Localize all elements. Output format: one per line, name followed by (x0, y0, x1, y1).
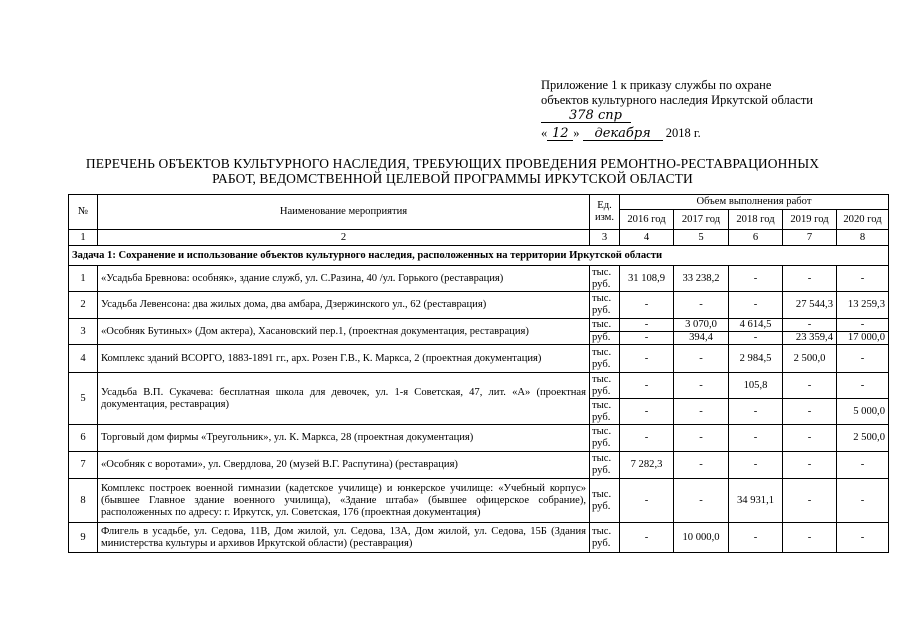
row-value: - (729, 452, 783, 479)
row-value: - (620, 332, 674, 345)
table-row (69, 266, 889, 292)
row-value: - (783, 399, 837, 425)
col-number: 8 (837, 230, 889, 246)
row-unit: тыс. руб. (590, 452, 620, 479)
row-unit: тыс. руб. (590, 266, 620, 292)
header-name: Наименование мероприятия (98, 195, 590, 230)
row-value: - (837, 523, 889, 553)
row-unit: тыс. руб. (590, 399, 620, 425)
row-name: Флигель в усадьбе, ул. Седова, 11В, Дом жилой, ул. Седова, 13А, Дом жилой, ул. Седова, 15Б (Здания министерства культуры и архивов Иркутской области) (реставрация) (98, 523, 590, 553)
row-value: 5 000,0 (837, 399, 889, 425)
row-value: 31 108,9 (620, 266, 674, 292)
row-no: 8 (69, 479, 98, 523)
table-row (69, 479, 889, 523)
row-no: 2 (69, 292, 98, 319)
row-value: 23 359,4 (783, 332, 837, 345)
row-name: Комплекс зданий ВСОРГО, 1883-1891 гг., арх. Розен Г.В., К. Маркса, 2 (проектная документация) (98, 345, 590, 373)
row-name: Торговый дом фирмы «Треугольник», ул. К. Маркса, 28 (проектная документация) (98, 425, 590, 452)
row-value: 4 614,5 (729, 319, 783, 332)
row-name: Усадьба Левенсона: два жилых дома, два амбара, Дзержинского ул., 62 (реставрация) (98, 292, 590, 319)
row-name: «Усадьба Бревнова: особняк», здание служб, ул. С.Разина, 40 /ул. Горького (реставрация) (98, 266, 590, 292)
title-line-1: ПЕРЕЧЕНЬ ОБЪЕКТОВ КУЛЬТУРНОГО НАСЛЕДИЯ, ТРЕБУЮЩИХ ПРОВЕДЕНИЯ РЕМОНТНО-РЕСТАВРАЦИОННЫХ (85, 156, 820, 171)
header-year: 2016 год (620, 210, 674, 230)
order-number-line (541, 108, 871, 123)
row-value: - (783, 266, 837, 292)
row-value: - (620, 319, 674, 332)
date-month: декабря (583, 126, 663, 141)
row-no: 4 (69, 345, 98, 373)
row-no: 3 (69, 319, 98, 345)
table-row (69, 425, 889, 452)
table-row (69, 319, 889, 332)
row-value: 2 500,0 (783, 345, 837, 373)
title-line-2: РАБОТ, ВЕДОМСТВЕННОЙ ЦЕЛЕВОЙ ПРОГРАММЫ ИРКУТСКОЙ ОБЛАСТИ (212, 171, 693, 186)
row-value: - (674, 479, 729, 523)
row-value: - (674, 345, 729, 373)
table-row (69, 523, 889, 553)
row-no: 7 (69, 452, 98, 479)
row-value: 394,4 (674, 332, 729, 345)
order-number: 378 спр (569, 108, 622, 123)
row-no: 6 (69, 425, 98, 452)
table-row (69, 452, 889, 479)
numbering-row (69, 230, 889, 246)
row-value: - (620, 425, 674, 452)
header-year: 2019 год (783, 210, 837, 230)
row-unit: тыс. руб. (590, 425, 620, 452)
row-value: - (837, 266, 889, 292)
row-unit: тыс. руб. (590, 345, 620, 373)
row-value: - (620, 399, 674, 425)
row-value: - (783, 425, 837, 452)
row-value: - (837, 373, 889, 399)
col-number: 2 (98, 230, 590, 246)
row-value: - (783, 523, 837, 553)
appendix-line-2: объектов культурного наследия Иркутской области (541, 93, 813, 107)
row-value: - (729, 425, 783, 452)
row-name: «Особняк Бутиных» (Дом актера), Хасановский пер.1, (проектная документация, реставрация) (98, 319, 590, 345)
col-number: 7 (783, 230, 837, 246)
row-value: 33 238,2 (674, 266, 729, 292)
col-number: 4 (620, 230, 674, 246)
row-value: - (837, 319, 889, 332)
row-no: 5 (69, 373, 98, 425)
row-value: - (674, 373, 729, 399)
row-unit: тыс. руб. (590, 373, 620, 399)
row-value: - (674, 399, 729, 425)
row-value: - (674, 292, 729, 319)
row-value: - (620, 523, 674, 553)
header-year: 2020 год (837, 210, 889, 230)
header-no: № (69, 195, 98, 230)
row-value: - (783, 319, 837, 332)
row-unit: тыс. руб. (590, 479, 620, 523)
row-value: 17 000,0 (837, 332, 889, 345)
row-value: - (674, 452, 729, 479)
row-unit: тыс. (590, 319, 620, 332)
row-name: Усадьба В.П. Сукачева: бесплатная школа для девочек, ул. 1-я Советская, 47, лит. «А» (проектная документация, реставрация) (98, 373, 590, 425)
row-value: - (729, 292, 783, 319)
header-unit: Ед. изм. (590, 195, 620, 230)
row-value: - (620, 479, 674, 523)
row-value: - (783, 373, 837, 399)
row-value: - (783, 452, 837, 479)
row-name: «Особняк с воротами», ул. Свердлова, 20 (музей В.Г. Распутина) (реставрация) (98, 452, 590, 479)
row-value: - (729, 266, 783, 292)
row-value: 10 000,0 (674, 523, 729, 553)
col-number: 3 (590, 230, 620, 246)
appendix-line-1: Приложение 1 к приказу службы по охране (541, 78, 772, 92)
row-value: - (620, 373, 674, 399)
row-value: 7 282,3 (620, 452, 674, 479)
row-value: - (837, 345, 889, 373)
row-value: - (729, 332, 783, 345)
task-1-heading: Задача 1: Сохранение и использование объектов культурного наследия, расположенных на территории Иркутской области (69, 246, 889, 266)
header-year: 2017 год (674, 210, 729, 230)
row-value: - (620, 292, 674, 319)
document-title (0, 156, 905, 186)
header-year: 2018 год (729, 210, 783, 230)
col-number: 1 (69, 230, 98, 246)
table-row (69, 373, 889, 399)
table-row (69, 345, 889, 373)
row-value: 3 070,0 (674, 319, 729, 332)
row-value: - (837, 452, 889, 479)
row-value: - (729, 399, 783, 425)
appendix-block (541, 78, 871, 141)
row-value: - (620, 345, 674, 373)
date-year: 2018 г. (665, 126, 701, 140)
row-no: 1 (69, 266, 98, 292)
row-value: 2 984,5 (729, 345, 783, 373)
row-name: Комплекс построек военной гимназии (кадетское училище) и юнкерское училище: «Учебный корпус» (бывшее Главное здание военного училища), «Здание штаба» (бывшее офицерское собрание), расположенных по адресу: г. Иркутск, ул. Советская, 176 (проектная документация) (98, 479, 590, 523)
task-row (69, 246, 889, 266)
objects-table (68, 194, 889, 553)
row-value: 34 931,1 (729, 479, 783, 523)
header-row-1 (69, 195, 889, 210)
row-value: 13 259,3 (837, 292, 889, 319)
row-value: - (783, 479, 837, 523)
row-unit: тыс. руб. (590, 292, 620, 319)
row-value: 105,8 (729, 373, 783, 399)
row-unit: тыс. руб. (590, 523, 620, 553)
table-row (69, 292, 889, 319)
row-value: 27 544,3 (783, 292, 837, 319)
col-number: 5 (674, 230, 729, 246)
date-day: 12 (547, 126, 573, 141)
row-value: 2 500,0 (837, 425, 889, 452)
header-volume: Объем выполнения работ (620, 195, 889, 210)
row-value: - (837, 479, 889, 523)
row-value: - (674, 425, 729, 452)
date-line: « 12 » декабря 2018 г. (541, 126, 701, 141)
row-no: 9 (69, 523, 98, 553)
row-value: - (729, 523, 783, 553)
col-number: 6 (729, 230, 783, 246)
row-unit: руб. (590, 332, 620, 345)
